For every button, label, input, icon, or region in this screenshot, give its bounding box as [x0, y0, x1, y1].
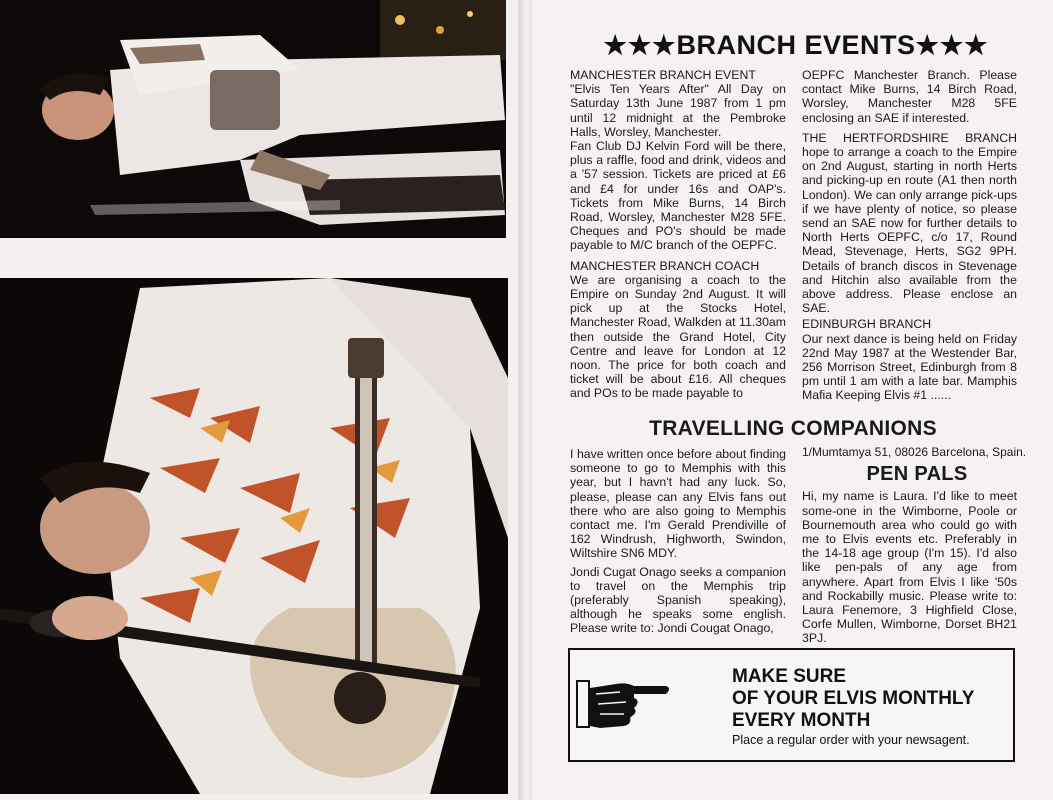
- manchester-event-tickets: Fan Club DJ Kelvin Ford will be there, plus a raffle, food and drink, videos and a '57 session. Tickets are priced at £6 and £4 for under 16s and OAP's. Tickets from Mike Burns, 14 Birch Road, Worsley, Manchester M28 5FE. Cheques and PO's should be made payable to M/C branch of the OEPFC.: [570, 139, 786, 253]
- travel-letter-gerald: I have written once before about finding someone to go to Memphis with this year, but I havn't had any luck. So, please, please can any Elvis fans out there who are also going to Memphis contact me. I'm Gerald Prendiville of 162 Windrush, Highworth, Swindon, Wiltshire SN6 MDY.: [570, 447, 786, 561]
- manchester-coach-contact: OEPFC Manchester Branch. Please contact Mike Burns, 14 Birch Road, Worsley, Manchester M28 5FE enclosing an SAE if interested.: [802, 68, 1017, 125]
- travel-column-2: [802, 445, 1032, 650]
- photo-elvis-guitar-illustration: [0, 278, 508, 794]
- photo-elvis-guitar: [0, 278, 508, 794]
- travel-letter-jondi: Jondi Cugat Onago seeks a companion to travel on the Memphis trip (preferably Spanish speaking), although he speaks some english. Please write to: Jondi Cougat Onago,: [570, 564, 786, 636]
- manchester-event-details: "Elvis Ten Years After" All Day on Saturday 13th June 1987 from 1 pm until 12 midnight at the Pembroke Halls, Worsley, Manchester.: [570, 82, 786, 139]
- branch-events-title: BRANCH EVENTS: [676, 29, 916, 60]
- stars-left-icon: ★★★: [603, 29, 677, 60]
- travel-letter-jondi-address: 1/Mumtamya 51, 08026 Barcelona, Spain.: [802, 445, 1027, 459]
- stars-right-icon: ★★★: [915, 29, 989, 60]
- events-column-2: [802, 68, 1017, 407]
- page-gutter: [518, 0, 532, 800]
- photo-elvis-top: [0, 0, 506, 238]
- manchester-coach-heading: MANCHESTER BRANCH COACH: [570, 258, 760, 273]
- ad-headline-line-1: MAKE SURE: [732, 666, 847, 687]
- right-page: [532, 0, 1053, 800]
- ad-headline: [732, 666, 1012, 732]
- events-column-1: [570, 68, 786, 405]
- edinburgh-branch-details: Our next dance is being held on Friday 22nd May 1987 at the Westender Bar, 256 Morrison Street, Edinburgh from 8 pm until 1 am with a late bar. Mamphis Mafia Keeping Elvis #1 ......: [802, 331, 1017, 403]
- pointing-hand-icon: [576, 674, 672, 734]
- pen-pals-heading: PEN PALS: [866, 463, 968, 486]
- photo-elvis-top-illustration: [0, 0, 506, 238]
- elvis-monthly-ad: [568, 648, 1015, 762]
- ad-headline-line-3: EVERY MONTH: [732, 710, 871, 731]
- manchester-event-heading: MANCHESTER BRANCH EVENT: [570, 68, 756, 82]
- ad-subline: Place a regular order with your newsagent.: [732, 733, 970, 747]
- travel-column-1: [570, 447, 786, 640]
- manchester-coach-details: We are organising a coach to the Empire on Sunday 2nd August. It will pick up at the Stocks Hotel, Manchester Road, Walkden at 11.30am then outside the Grand Hotel, City Centre and leave for London at 12 noon. The price for both coach and ticket will be about £16. All cheques and POs to be made payable to: [570, 272, 786, 401]
- left-page: [0, 0, 525, 800]
- edinburgh-branch-heading: EDINBURGH BRANCH: [802, 317, 932, 332]
- hertfordshire-branch-text: THE HERTFORDSHIRE BRANCH hope to arrange a coach to the Empire on 2nd August, starting in north Herts and picking-up en route (A1 then north London). We can only arrange pick-ups if we have plenty of notice, so please send an SAE now for further details to North Herts OEPFC, c/o 17, Round Mead, Stevenage, Herts, SG2 9PH. Details of branch discos in Stevenage and Hitchin also available from the above address. Please enclose an SAE.: [802, 130, 1017, 316]
- travelling-companions-heading: TRAVELLING COMPANIONS: [649, 417, 937, 440]
- ad-headline-line-2: OF YOUR ELVIS MONTHLY: [732, 688, 975, 709]
- branch-events-banner: [576, 28, 1016, 62]
- pen-pals-letter: Hi, my name is Laura. I'd like to meet some-one in the Wimborne, Poole or Bournemouth area who could go with me to Elvis events etc. Preferably in the 14-18 age group (I'm 15). I'd also like pen-pals of any age from anywhere. Apart from Elvis I like '50s and Rockabilly music. Please write to: Laura Fenemore, 3 Highfield Close, Corfe Mullen, Wimborne, Dorset BH21 3PJ.: [802, 489, 1017, 646]
